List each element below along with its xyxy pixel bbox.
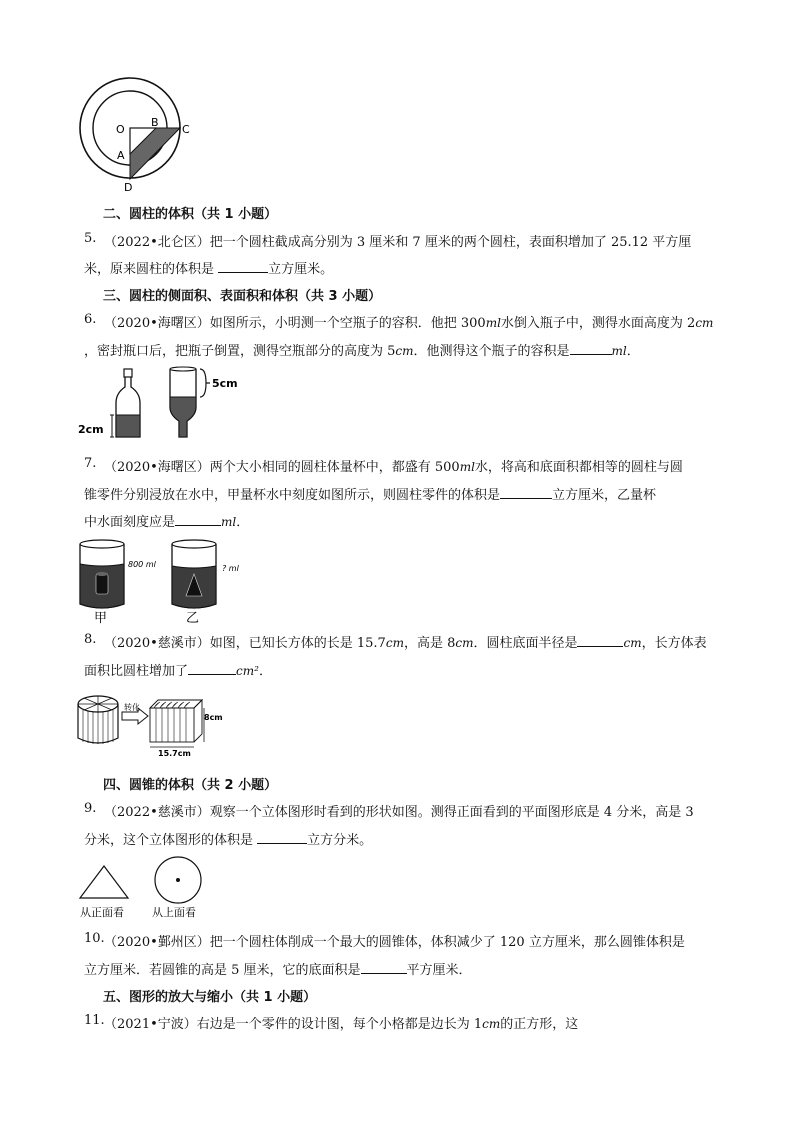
q8-line2-a: 面积比圆柱增加了 — [84, 664, 189, 679]
label-o: O — [116, 123, 125, 136]
label-c: C — [182, 123, 190, 136]
q8-fig-arrow-label: 转化 — [124, 703, 140, 712]
measuring-cups-figure — [76, 538, 256, 624]
q8-line2 — [84, 660, 272, 679]
section-2-heading: 二、圆柱的体积（共 1 小题） — [103, 207, 278, 222]
q5-answer-blank[interactable] — [218, 261, 268, 273]
q9-line2 — [84, 829, 372, 848]
q8-unit-cm-1: cm — [385, 636, 404, 650]
bottle-figure — [76, 367, 246, 443]
q8-answer-blank-2[interactable] — [188, 663, 236, 675]
q6-fig-top-label: 5cm — [212, 377, 238, 390]
q11-number: 11. — [84, 1013, 105, 1028]
q9-fig-front-label: 从正面看 — [80, 906, 124, 919]
q10-line2-b: 平方厘米． — [406, 963, 472, 978]
q6-line2 — [84, 340, 640, 359]
q8-line1-b: ，高是 8 — [403, 636, 456, 651]
label-b: B — [151, 116, 159, 129]
q8-fig-w-label: 15.7cm — [158, 749, 191, 758]
q7-line1-a: （2020•海曙区）两个大小相同的圆柱体量杯中，都盛有 500 — [104, 460, 460, 475]
q7-line2 — [84, 484, 656, 503]
q11-line1-b: 的正方形，这 — [500, 1017, 579, 1032]
q11-unit-cm: cm — [482, 1017, 501, 1031]
q8-answer-blank-1[interactable] — [577, 635, 623, 647]
q11-line1-a: （2021•宁波）右边是一个零件的设计图，每个小格都是边长为 1 — [104, 1017, 483, 1032]
q11-line1 — [104, 1013, 578, 1032]
q5-line2 — [84, 258, 333, 277]
q6-line2-end: ． — [626, 344, 640, 359]
q9-line2-b: 立方分米。 — [307, 833, 373, 848]
q8-line1-d: ，长方体表 — [641, 636, 707, 651]
cylinder-to-cuboid-figure — [76, 690, 238, 758]
q10-line1: （2020•鄞州区）把一个圆柱体削成一个最大的圆锥体，体积减少了 120 立方厘米，那么圆锥体积是 — [104, 935, 685, 950]
section-5-heading: 五、图形的放大与缩小（共 1 小题） — [103, 990, 317, 1005]
label-d: D — [124, 181, 133, 194]
q7-line3-a: 中水面刻度应是 — [84, 515, 176, 530]
q7-line3-end: ． — [236, 515, 250, 530]
q9-line1: （2022•慈溪市）观察一个立体图形时看到的形状如图。测得正面看到的平面图形底是 4 分米，高是 3 — [104, 805, 694, 820]
q6-line2-a: ，密封瓶口后，把瓶子倒置，测得空瓶部分的高度为 5 — [84, 344, 396, 359]
q6-line2-b: ．他测得这个瓶子的容积是 — [413, 344, 570, 359]
q7-unit-ml: ml — [459, 460, 475, 474]
q6-unit-ml-2: ml — [611, 344, 627, 358]
q7-answer-blank-2[interactable] — [175, 514, 221, 526]
q7-line1 — [104, 456, 683, 475]
q6-unit-cm: cm — [695, 316, 714, 330]
q8-line1-c: ．圆柱底面半径是 — [473, 636, 578, 651]
q8-fig-h-label: 8cm — [204, 713, 223, 722]
q5-line2-b: 立方厘米。 — [268, 262, 334, 277]
q5-line2-a: 米，原来圆柱的体积是 — [84, 262, 219, 277]
q8-number: 8. — [84, 632, 97, 647]
q9-line2-a: 分米，这个立体图形的体积是 — [84, 833, 258, 848]
q7-fig-b-name: 乙 — [186, 611, 200, 626]
q7-fig-a-name: 甲 — [94, 611, 108, 626]
q8-unit-cm-3: cm — [623, 636, 642, 650]
q7-line1-b: 水，将高和底面积都相等的圆柱与圆 — [474, 460, 683, 475]
q8-unit-cm-2: cm — [455, 636, 474, 650]
q9-answer-blank[interactable] — [257, 832, 307, 844]
ring-figure — [76, 72, 188, 194]
q6-line1-b: 水倒入瓶子中，测得水面高度为 2 — [500, 316, 696, 331]
q6-fig-left-label: 2cm — [78, 423, 104, 436]
q7-number: 7. — [84, 456, 97, 471]
section-4-heading: 四、圆锥的体积（共 2 小题） — [103, 778, 278, 793]
q6-answer-blank[interactable] — [570, 343, 612, 355]
q9-number: 9. — [84, 801, 97, 816]
q5-line1: （2022•北仑区）把一个圆柱截成高分别为 3 厘米和 7 厘米的两个圆柱，表面积增加了 25.12 平方厘 — [104, 235, 692, 250]
q10-line2 — [84, 959, 472, 978]
q7-unit-ml-2: ml — [221, 515, 237, 529]
q10-line2-a: 立方厘米．若圆锥的高是 5 厘米，它的底面积是 — [84, 963, 361, 978]
q10-answer-blank[interactable] — [361, 962, 407, 974]
q10-number: 10. — [84, 931, 105, 946]
q6-line1-a: （2020•海曙区）如图所示，小明测一个空瓶子的容积．他把 300 — [104, 316, 486, 331]
section-3-heading: 三、圆柱的侧面积、表面积和体积（共 3 小题） — [103, 289, 382, 304]
q7-line2-a: 锥零件分别浸放在水中，甲量杯水中刻度如图所示，则圆柱零件的体积是 — [84, 488, 501, 503]
q6-unit-ml: ml — [485, 316, 501, 330]
q8-line2-end: ． — [258, 664, 272, 679]
q8-line1-a: （2020•慈溪市）如图，已知长方体的长是 15.7 — [104, 636, 386, 651]
q6-unit-cm-2: cm — [395, 344, 414, 358]
q7-fig-b-mark: ? ml — [222, 564, 239, 573]
q9-fig-top-label: 从上面看 — [152, 906, 196, 919]
q8-line1 — [104, 632, 707, 651]
q5-number: 5. — [84, 231, 97, 246]
q6-line1 — [104, 312, 713, 331]
q7-line3 — [84, 511, 249, 530]
q6-number: 6. — [84, 312, 97, 327]
q7-answer-blank-1[interactable] — [500, 487, 552, 499]
q8-unit-cm2: cm² — [236, 664, 259, 678]
q7-fig-a-mark: 800 ml — [128, 560, 156, 569]
label-a: A — [117, 149, 125, 162]
q7-line2-b: 立方厘米，乙量杯 — [552, 488, 657, 503]
three-view-figure — [76, 858, 216, 920]
